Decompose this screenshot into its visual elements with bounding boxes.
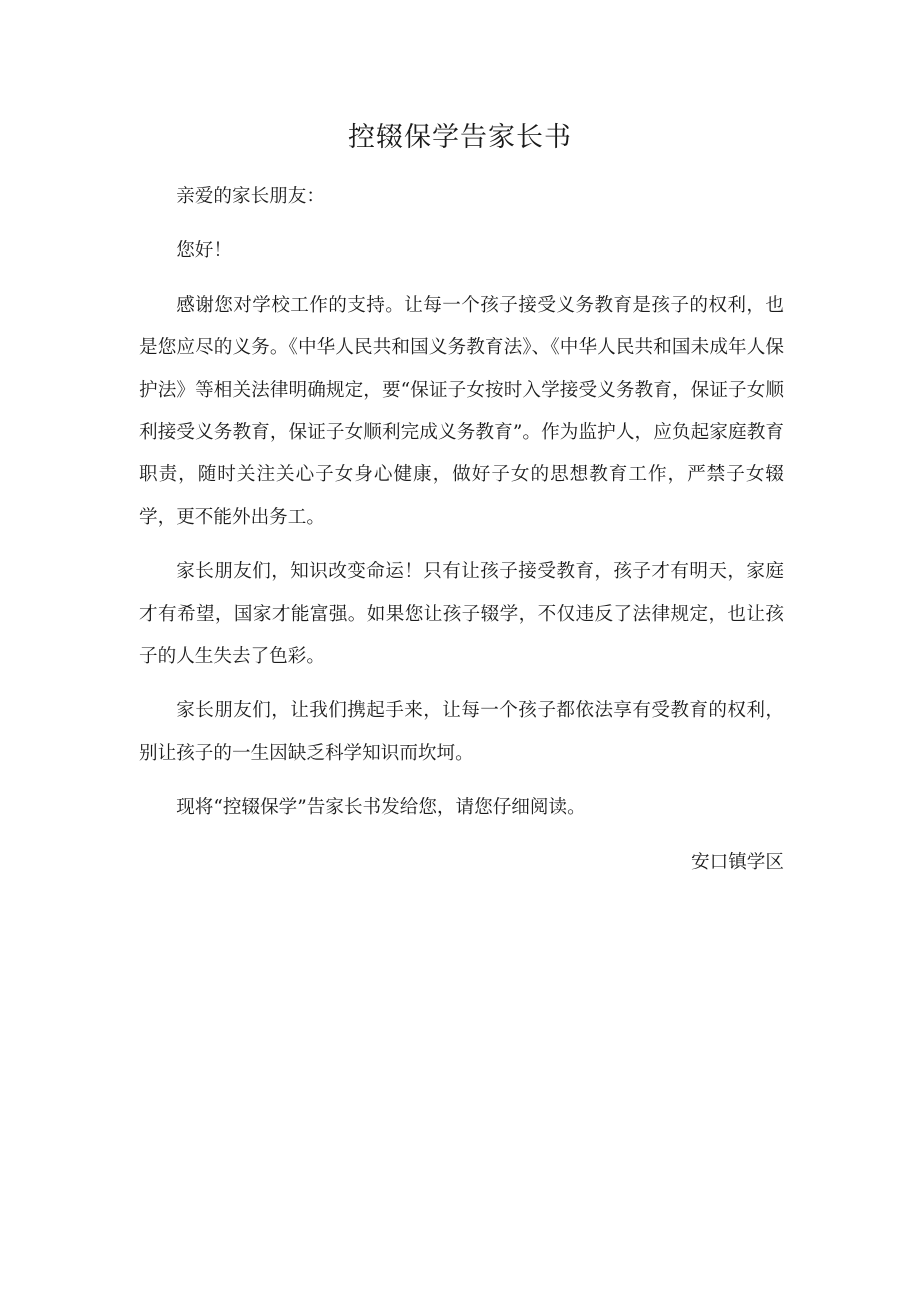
paragraph-knowledge: 家长朋友们，知识改变命运！只有让孩子接受教育，孩子才有明天，家庭才有希望，国家才能富强。如果您让孩子辍学，不仅违反了法律规定，也让孩子的人生失去了色彩。 — [139, 561, 784, 668]
paragraph-read-notice: 现将“控辍保学”告家长书发给您，请您仔细阅读。 — [176, 797, 586, 819]
salutation: 亲爱的家长朋友： — [176, 186, 325, 207]
greeting: 您好！ — [176, 240, 232, 262]
document-body — [139, 176, 784, 896]
document-title: 控辍保学告家长书 — [348, 122, 572, 153]
paragraph-support: 感谢您对学校工作的支持。让每一个孩子接受义务教育是孩子的权利，也是您应尽的义务。《中华人民共和国义务教育法》、《中华人民共和国未成年人保护法》等相关法律明确规定，要“保证子女按时入学接受义务教育，保证子女顺利接受义务教育，保证子女顺利完成义务教育”。作为监护人，应负起家庭教育职责，随时关注关心子女身心健康，做好子女的思想教育工作，严禁子女辍学，更不能外出务工。 — [139, 294, 784, 528]
paragraph-join-hands: 家长朋友们，让我们携起手来，让每一个孩子都依法享有受教育的权利，别让孩子的一生因缺乏科学知识而坎坷。 — [139, 700, 784, 764]
signature: 安口镇学区 — [691, 851, 784, 873]
